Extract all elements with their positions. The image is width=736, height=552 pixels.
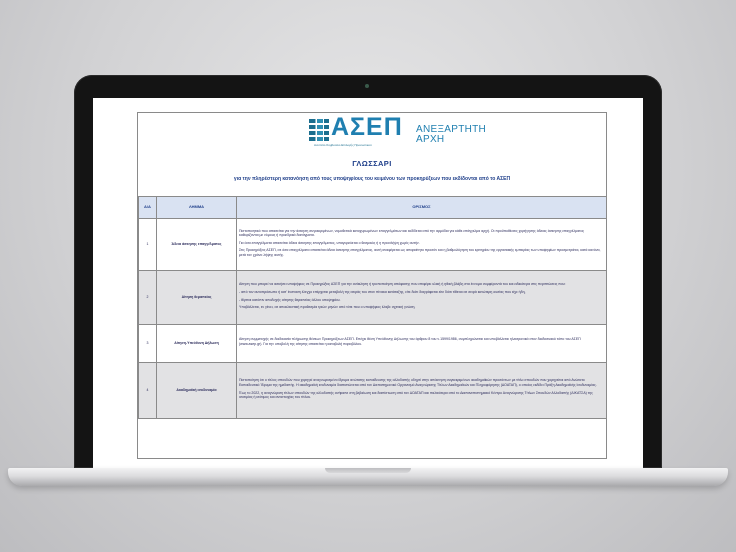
table-row [139,325,607,363]
table-header-row [139,197,607,219]
glossary-document [137,112,607,459]
definition-paragraph: Αίτηση που μπορεί να ασκήσει υποψήφιος σε Προκηρύξεις ΑΣΕΠ για την ανάκληση ή τροποποίηση απόφασης που επιφέρει υλική ή ηθική βλάβη στα έννομα συμφέροντά του και ειδικότερα στις περιπτώσεις που: [239,282,566,287]
row-number: 2 [139,271,157,325]
row-definition [237,325,607,363]
header-definition: ΟΡΙΣΜΟΣ [237,197,607,219]
row-definition [237,219,607,271]
document-subtitle: για την πληρέστερη κατανόηση από τους υποψηφίους του κειμένου των προκηρύξεων που εκδίδονται από το ΑΣΕΠ [233,176,511,182]
laptop-lid [74,75,662,468]
definition-paragraph: - θίγεται κατόπιν αποδοχής αίτησης θεραπείας άλλου υποψηφίου. [239,297,341,302]
definition-paragraph: Υποβάλλεται, εν γένει, σε αποκλειστική προθεσμία τριών μηνών από τότε που ο υποψήφιος έλαβε σχετική γνώση. [239,305,416,310]
laptop-base [8,468,728,486]
definition-paragraph: Για όσα επαγγέλματα απαιτείται άδεια άσκησης επαγγέλματος, υπαγορεύεται ο θεσμικός ή η προσλήψη χωρίς αυτήν. [239,240,420,245]
logo-acronym: ΑΣΕΠ [331,113,403,141]
definition-paragraph: - από τον αυτοπρόσωπο ή κατ' ένσταση έλεγχο επέρχεται μεταβολή της σειράς του στον πίνακα κατάταξης, είτε διότι διαγράφεται είτε διότι τίθεται σε σειρά κατώτερη ουσίας που είχε ήδη, [239,289,526,294]
row-number: 1 [139,219,157,271]
document-title: ΓΛΩΣΣΑΡΙ [352,159,392,168]
logo-area [138,113,606,157]
row-term: Αίτηση θεραπείας [157,271,237,325]
row-number: 4 [139,363,157,419]
header-number: Α/Α [139,197,157,219]
table-row [139,219,607,271]
definition-paragraph: Αίτηση συμμετοχής σε διαδικασία πλήρωσης θέσεων Προκηρύξεων ΑΣΕΠ. Επέχει θέση Υπεύθυνης Δήλωσης του άρθρου 8 του ν.1599/1986, συμπληρώνεται και υποβάλλεται ηλεκτρονικά στον διαδικτυακό τόπο του ΑΣΕΠ (www.asep.gr). Για την υποβολή της αίτησης απαιτείται η καταβολή παραβόλου. [239,337,581,346]
definition-paragraph: Έως το 2022, η αναγνώριση τίτλων σπουδών της αλλοδαπής ανήκαπε στη βεβαίωση και διαπίστωση από τον ΔΟΑΤΑΠ και παλαιότερα από το Διαπανεπιστημιακό Κέντρο Αναγνώρισης Τίτλων Σπουδών Αλλοδαπής (ΔΙΚΑΤΣΑ) της ισοτιμίας ή ισότιμος και αντιστοιχίας του τίτλου. [239,390,593,400]
row-term: Αίτηση-Υπεύθυνη Δήλωση [157,325,237,363]
logo-right-text [416,125,486,145]
asep-logo-mark-icon [309,119,329,141]
laptop-screen [93,98,643,468]
logo-subtitle: Ανώτατο Συμβούλιο Επιλογής Προσωπικού [314,143,372,147]
row-definition [237,271,607,325]
logo-right-line1: ΑΝΕΞΑΡΤΗΤΗ [416,124,487,135]
laptop-hinge-notch [325,468,411,473]
definition-paragraph: Πιστοποιητικό που απαιτείται για την άσκηση συγκεκριμένων, νομοθετικά κατοχυρωμένων επαγγελμάτων και εκδίδεται από την αρμόδια για κάθε επάγγελμα αρχή. Οι προϋποθέσεις χορήγησης άδειας άσκησης επαγγέλματος καθορίζονται με νόμους ή προεδρικά διατάγματα. [239,228,585,238]
definition-paragraph: Στις Προκηρύξεις ΑΣΕΠ, σε όσα επαγγέλματα απαιτείται άδεια άσκησης επαγγέλματος, αυτή αναφέρεται ως απαραίτητο προσόν και η βαθμολόγηση του κριτηρίου της εργασιακής εμπειρίας των υποψηφίων προσμετράται, κατά κανόνα, μετά τον χρόνο λήψης αυτής. [239,248,601,257]
header-term: ΛΗΜΜΑ [157,197,237,219]
webcam-icon [365,84,369,88]
row-number: 3 [139,325,157,363]
row-term: Ακαδημαϊκή ισοδυναμία [157,363,237,419]
row-definition [237,363,607,419]
definition-paragraph: Πιστοποίηση ότι ο τίτλος σπουδών που χορηγεί αναγνωρισμένο ίδρυμα ανώτατης εκπαίδευσης της αλλοδαπής οδηγεί στην απόκτηση συγκεκριμένων ακαδημαϊκών προσόντων με τίτλο σπουδών που χορηγείται από Ανώτατο Εκπαιδευτικό Ίδρυμα της ημεδαπής. Η ακαδημαϊκή ισοδυναμία διαπιστώνεται από τον Διεπιστημονικό Οργανισμό Αναγνώρισης Τίτλων Ακαδημαϊκών και Πληροφόρησης (ΔΟΑΤΑΠ), ο οποίος εκδίδει Πράξη Ακαδημαϊκής Ισοδυναμίας. [239,378,597,387]
table-row [139,271,607,325]
logo-right-line2: ΑΡΧΗ [416,134,445,145]
row-term: Άδεια άσκησης επαγγέλματος [157,219,237,271]
table-row [139,363,607,419]
glossary-table [138,196,607,419]
